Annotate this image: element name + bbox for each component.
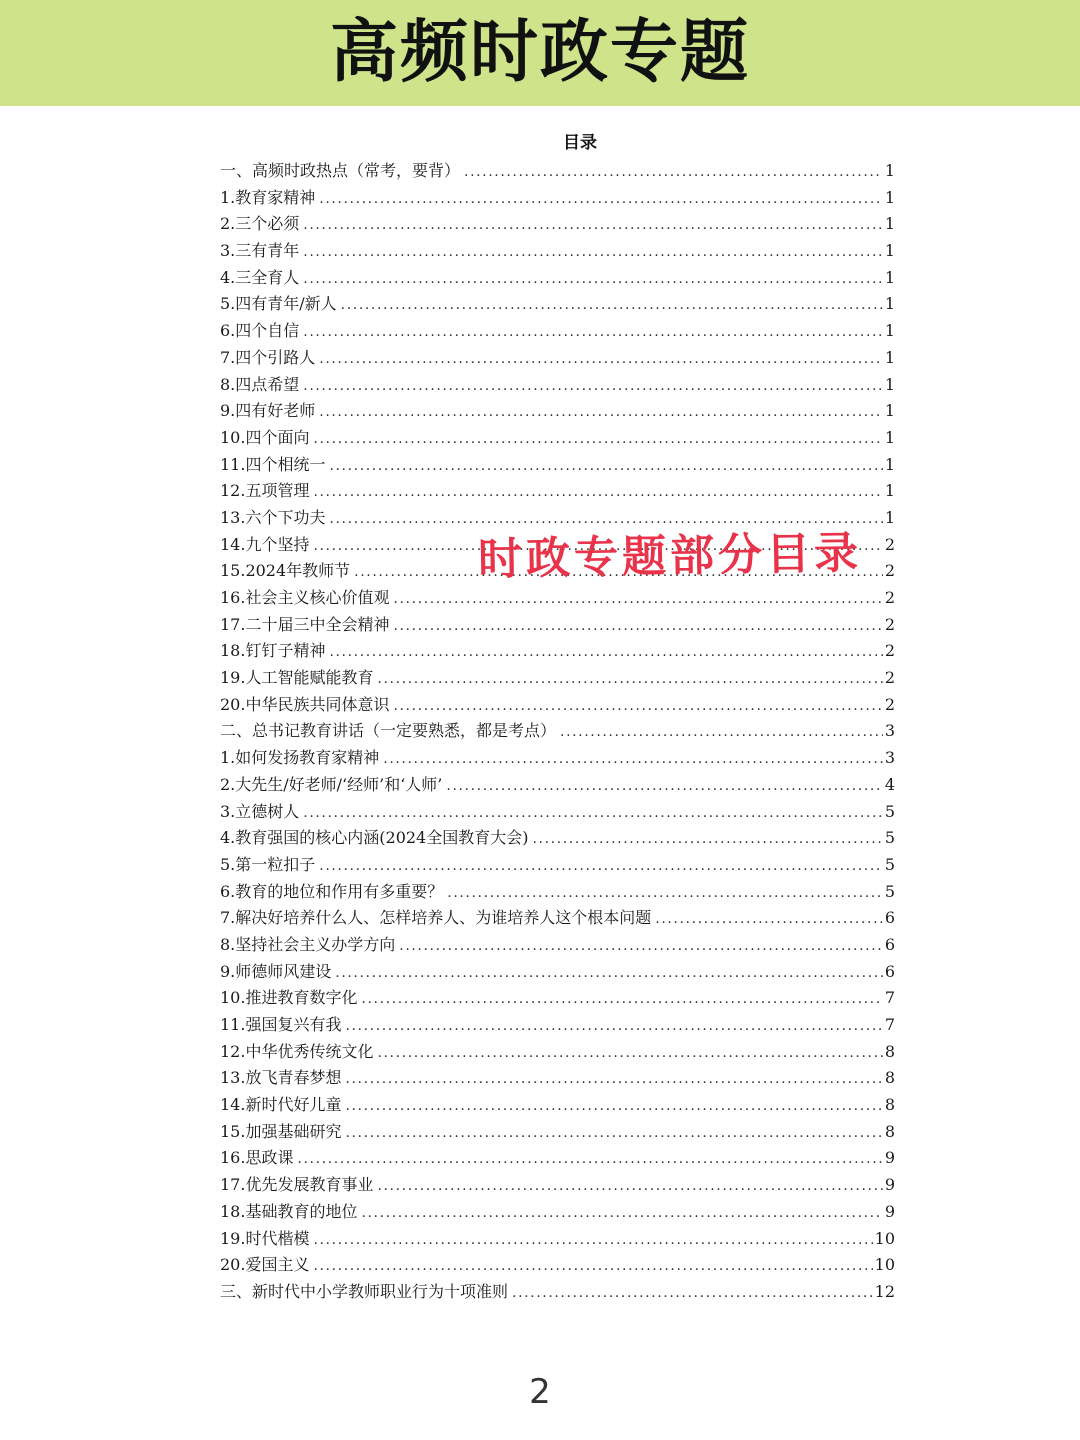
- toc-leader-dots: [377, 1040, 882, 1067]
- toc-entry-label: 10.推进教育数字化: [220, 988, 358, 1008]
- toc-leader-dots: [313, 1253, 872, 1280]
- toc-entry-label: 14.九个坚持: [220, 534, 310, 554]
- toc-leader-dots: [345, 1066, 882, 1093]
- toc-entry-label: 17.二十届三中全会精神: [220, 614, 390, 634]
- toc-entry: [220, 1279, 895, 1306]
- toc-leader-dots: [329, 639, 882, 666]
- toc-entry-page: 2: [884, 694, 895, 714]
- toc-leader-dots: [303, 800, 883, 827]
- toc-entry: [220, 1039, 895, 1066]
- toc-entry-page: 7: [884, 1015, 895, 1034]
- toc-entry-label: 16.社会主义核心价值观: [220, 588, 390, 607]
- toc-entry-page: 1: [884, 401, 895, 421]
- toc-entry-label: 1.如何发扬教育家精神: [220, 748, 380, 768]
- toc-entry: [220, 985, 895, 1012]
- toc-entry-page: 1: [884, 161, 895, 180]
- toc-entry: [220, 318, 895, 345]
- toc-entry: [220, 1092, 895, 1119]
- toc-leader-dots: [377, 1173, 882, 1200]
- toc-entry: [220, 1226, 895, 1253]
- toc-entry-page: 1: [884, 321, 895, 341]
- toc-entry: [220, 692, 895, 719]
- toc-entry-label: 6.教育的地位和作用有多重要？: [220, 881, 444, 901]
- toc-entry-label: 三、新时代中小学教师职业行为十项准则: [220, 1281, 509, 1301]
- toc-entry-page: 1: [884, 481, 895, 501]
- toc-entry-label: 14.新时代好儿童: [220, 1095, 342, 1115]
- toc-entry-page: 2: [884, 668, 895, 688]
- toc-entry-page: 2: [884, 614, 895, 634]
- toc-leader-dots: [532, 826, 882, 853]
- toc-entry-page: 1: [884, 347, 895, 367]
- toc-entry: [220, 1065, 895, 1092]
- toc-entry: [220, 638, 895, 665]
- toc-entry-label: 8.坚持社会主义办学方向: [220, 934, 396, 954]
- toc-entry: [220, 372, 895, 399]
- toc-leader-dots: [303, 239, 883, 266]
- toc-entry: [220, 772, 895, 799]
- toc-entry-label: 7.四个引路人: [220, 347, 316, 367]
- toc-entry-label: 3.三有青年: [220, 241, 300, 261]
- toc-entry-label: 4.教育强国的核心内涵(2024全国教育大会): [220, 828, 529, 848]
- toc-leader-dots: [341, 292, 883, 319]
- toc-entry-label: 二、总书记教育讲话（一定要熟悉，都是考点）: [220, 721, 557, 741]
- toc-entry-page: 8: [884, 1041, 895, 1061]
- toc-entry-page: 5: [884, 854, 895, 874]
- toc-entry: [220, 612, 895, 639]
- toc-entry: [220, 959, 895, 986]
- toc-entry-label: 19.时代楷模: [220, 1228, 310, 1248]
- toc-leader-dots: [393, 693, 882, 720]
- toc-entry-label: 12.五项管理: [220, 481, 310, 501]
- toc-entry: [220, 665, 895, 692]
- toc-entry-label: 2.三个必须: [220, 214, 300, 234]
- toc-entry-page: 1: [884, 374, 895, 394]
- toc-leader-dots: [319, 399, 883, 426]
- toc-entry-page: 4: [884, 774, 895, 794]
- toc-entry: [220, 1012, 895, 1039]
- toc-leader-dots: [345, 1013, 882, 1040]
- toc-entry-page: 8: [884, 1095, 895, 1115]
- toc-leader-dots: [399, 933, 883, 960]
- toc-entry-label: 7.解决好培养什么人、怎样培养人、为谁培养人这个根本问题: [220, 908, 652, 928]
- toc-entry-page: 10: [874, 1228, 895, 1248]
- table-of-contents: [220, 158, 895, 1306]
- toc-entry-label: 11.四个相统一: [220, 454, 326, 474]
- toc-entry-label: 15.2024年教师节: [220, 561, 351, 581]
- toc-entry: [220, 185, 895, 212]
- toc-leader-dots: [446, 773, 882, 800]
- toc-entry-page: 5: [884, 828, 895, 848]
- toc-entry: [220, 265, 895, 292]
- toc-entry: [220, 345, 895, 372]
- toc-entry-label: 20.中华民族共同体意识: [220, 694, 390, 714]
- toc-leader-dots: [377, 666, 882, 693]
- toc-entry-page: 8: [884, 1068, 895, 1088]
- toc-entry-label: 20.爱国主义: [220, 1255, 310, 1275]
- toc-entry: [220, 211, 895, 238]
- toc-leader-dots: [313, 1227, 872, 1254]
- toc-leader-dots: [447, 880, 883, 907]
- toc-entry: [220, 1172, 895, 1199]
- toc-leader-dots: [303, 266, 883, 293]
- toc-entry-page: 9: [884, 1201, 895, 1221]
- toc-entry-label: 19.人工智能赋能教育: [220, 668, 374, 688]
- toc-leader-dots: [383, 746, 883, 773]
- toc-entry-page: 9: [884, 1175, 895, 1195]
- toc-entry-page: 12: [874, 1281, 895, 1301]
- toc-entry-page: 7: [884, 988, 895, 1008]
- toc-entry-page: 2: [884, 588, 895, 607]
- toc-entry-page: 3: [884, 721, 895, 741]
- toc-leader-dots: [297, 1146, 882, 1173]
- toc-entry-page: 5: [884, 881, 895, 901]
- toc-leader-dots: [655, 906, 883, 933]
- toc-entry: [220, 799, 895, 826]
- toc-entry: [220, 852, 895, 879]
- toc-entry: [220, 238, 895, 265]
- page-number: 2: [529, 1372, 551, 1412]
- toc-entry: [220, 398, 895, 425]
- toc-entry-page: 10: [874, 1255, 895, 1275]
- toc-entry-label: 6.四个自信: [220, 321, 300, 341]
- toc-leader-dots: [319, 346, 883, 373]
- banner-title: 高频时政专题: [329, 13, 750, 92]
- toc-entry-page: 1: [884, 427, 895, 447]
- toc-entry-page: 6: [884, 934, 895, 954]
- toc-entry-label: 17.优先发展教育事业: [220, 1175, 374, 1195]
- toc-entry-page: 6: [884, 908, 895, 928]
- toc-leader-dots: [319, 853, 883, 880]
- toc-entry: [220, 585, 895, 612]
- toc-heading: 目录: [563, 133, 597, 153]
- toc-entry-label: 15.加强基础研究: [220, 1121, 342, 1141]
- toc-entry-label: 一、高频时政热点（常考，要背）: [220, 161, 461, 180]
- toc-entry-label: 9.师德师风建设: [220, 961, 332, 981]
- toc-entry-label: 11.强国复兴有我: [220, 1015, 342, 1034]
- toc-entry-page: 1: [884, 294, 895, 314]
- toc-entry-label: 9.四有好老师: [220, 401, 316, 421]
- toc-leader-dots: [361, 1200, 882, 1227]
- toc-leader-dots: [512, 1280, 873, 1307]
- toc-entry-label: 10.四个面向: [220, 427, 310, 447]
- toc-entry: [220, 905, 895, 932]
- toc-entry: [220, 825, 895, 852]
- toc-entry-page: 1: [884, 187, 895, 207]
- toc-entry-page: 1: [884, 267, 895, 287]
- toc-entry-page: 1: [884, 507, 895, 527]
- toc-entry-label: 4.三全育人: [220, 267, 300, 287]
- toc-entry: [220, 932, 895, 959]
- toc-entry: [220, 1199, 895, 1226]
- toc-entry: [220, 158, 895, 185]
- toc-entry: [220, 1252, 895, 1279]
- toc-leader-dots: [303, 373, 883, 400]
- toc-entry-label: 5.第一粒扣子: [220, 854, 316, 874]
- toc-entry-page: 2: [884, 561, 895, 581]
- toc-leader-dots: [361, 986, 882, 1013]
- toc-leader-dots: [303, 319, 883, 346]
- toc-entry: [220, 425, 895, 452]
- toc-entry-label: 8.四点希望: [220, 374, 300, 394]
- toc-entry-label: 3.立德树人: [220, 801, 300, 821]
- toc-entry-label: 16.思政课: [220, 1148, 294, 1168]
- toc-leader-dots: [313, 426, 882, 453]
- toc-entry: [220, 478, 895, 505]
- toc-leader-dots: [345, 1093, 882, 1120]
- toc-entry-page: 1: [884, 241, 895, 261]
- toc-leader-dots: [335, 960, 883, 987]
- toc-leader-dots: [464, 159, 883, 186]
- toc-entry-label: 18.基础教育的地位: [220, 1201, 358, 1221]
- toc-leader-dots: [303, 212, 883, 239]
- toc-entry: [220, 291, 895, 318]
- toc-entry: [220, 452, 895, 479]
- toc-entry-page: 3: [884, 748, 895, 768]
- toc-entry: [220, 879, 895, 906]
- toc-entry-label: 13.六个下功夫: [220, 507, 326, 527]
- toc-leader-dots: [313, 479, 882, 506]
- toc-entry: [220, 745, 895, 772]
- toc-entry-label: 1.教育家精神: [220, 187, 316, 207]
- toc-leader-dots: [393, 586, 882, 613]
- toc-entry-page: 6: [884, 961, 895, 981]
- toc-leader-dots: [560, 719, 883, 746]
- toc-entry: [220, 1119, 895, 1146]
- toc-entry-label: 12.中华优秀传统文化: [220, 1041, 374, 1061]
- toc-entry-page: 8: [884, 1121, 895, 1141]
- toc-entry-page: 1: [884, 454, 895, 474]
- toc-entry: [220, 1145, 895, 1172]
- toc-entry-label: 5.四有青年/新人: [220, 294, 337, 314]
- toc-leader-dots: [319, 186, 883, 213]
- toc-entry: [220, 718, 895, 745]
- toc-entry-page: 2: [884, 641, 895, 661]
- toc-leader-dots: [329, 453, 882, 480]
- toc-entry-label: 18.钉钉子精神: [220, 641, 326, 661]
- toc-leader-dots: [345, 1120, 882, 1147]
- toc-entry-label: 13.放飞青春梦想: [220, 1068, 342, 1088]
- handwritten-annotation: 时政专题部分目录: [477, 527, 863, 586]
- toc-entry-page: 2: [884, 534, 895, 554]
- toc-leader-dots: [393, 613, 882, 640]
- toc-entry-page: 9: [884, 1148, 895, 1168]
- toc-entry-label: 2.大先生/好老师/‘经师’和‘人师’: [220, 774, 443, 794]
- toc-entry-page: 1: [884, 214, 895, 234]
- title-banner: [0, 0, 1080, 106]
- toc-entry-page: 5: [884, 801, 895, 821]
